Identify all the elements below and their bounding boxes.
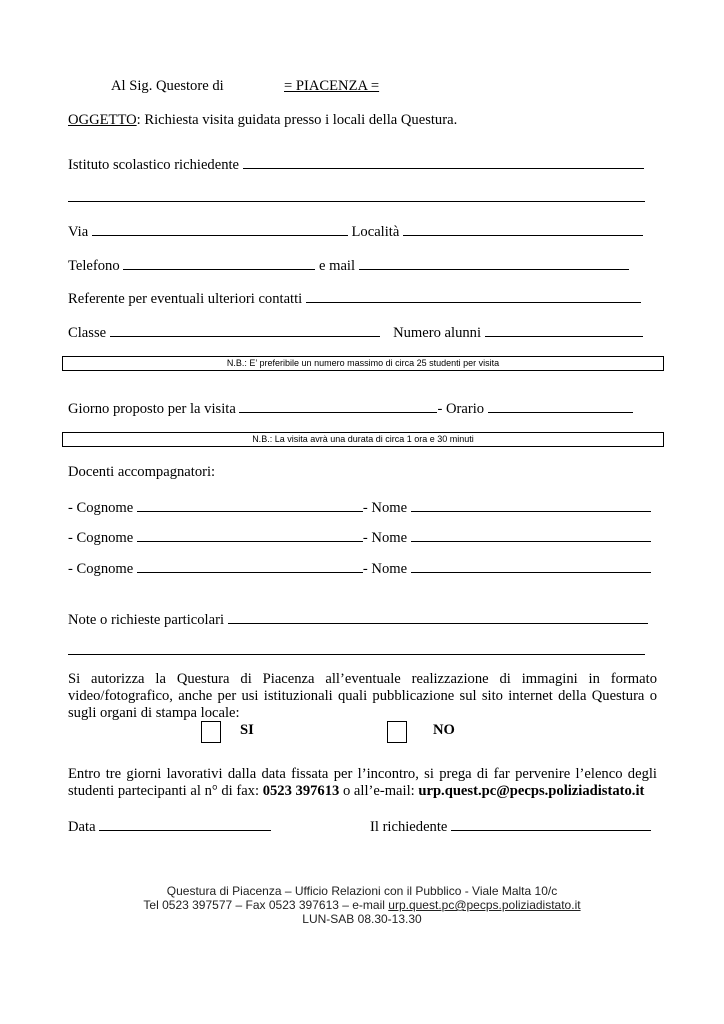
docenti-label: Docenti accompagnatori: (68, 464, 216, 480)
footer-contacts (0, 898, 724, 912)
note-richieste-label: Note o richieste particolari (68, 612, 225, 628)
richiedente-row (370, 817, 651, 836)
richiedente-label: Il richiedente (370, 819, 448, 835)
note-richieste-continuation-row (68, 641, 645, 660)
email-field[interactable] (359, 256, 629, 270)
localita-field[interactable] (403, 222, 643, 236)
authorization-text: Si autorizza la Questura di Piacenza all’eventuale realizzazione di immagini in formato video/fotografico, anche per usi istituzionali quali pubblicazione sul sito internet della Questura o sugli organi di stampa locale: (68, 671, 657, 721)
fax-number: 0523 397613 (262, 783, 340, 799)
date-label: Data (68, 819, 96, 835)
date-field[interactable] (99, 817, 271, 831)
richiedente-signature-field[interactable] (451, 817, 651, 831)
giorno-field[interactable] (239, 399, 437, 413)
instructions-email: urp.quest.pc@pecps.poliziadistato.it (418, 783, 645, 799)
note-richieste-field-2[interactable] (68, 641, 645, 655)
docente-row (68, 559, 651, 578)
nome-label: - Nome (362, 500, 408, 516)
addressee-label: Al Sig. Questore di (111, 78, 224, 94)
subject-text: : Richiesta visita guidata presso i locali della Questura. (136, 112, 458, 128)
classe-label: Classe (68, 325, 107, 341)
giorno-label: Giorno proposto per la visita (68, 401, 236, 417)
istituto-continuation-row (68, 188, 645, 207)
istituto-field[interactable] (243, 155, 644, 169)
referente-row (68, 289, 641, 308)
docente-row (68, 498, 651, 517)
yes-label: SI (240, 722, 254, 738)
instructions-text (68, 766, 657, 800)
note-max-students: N.B.: E’ preferibile un numero massimo di circa 25 studenti per visita (62, 356, 664, 371)
telefono-row (68, 256, 629, 275)
date-row (68, 817, 271, 836)
giorno-row (68, 399, 633, 418)
note-richieste-row (68, 610, 648, 629)
footer-office: Questura di Piacenza – Ufficio Relazioni con il Pubblico - Viale Malta 10/c (166, 884, 558, 898)
istituto-field-2[interactable] (68, 188, 645, 202)
nome-label: - Nome (362, 530, 408, 546)
cognome-label: - Cognome (68, 530, 134, 546)
note-richieste-field[interactable] (228, 610, 648, 624)
no-checkbox[interactable] (387, 721, 407, 743)
via-row (68, 222, 643, 241)
orario-label: - Orario (437, 401, 485, 417)
instructions-text-middle: o all’e-mail: (339, 783, 419, 799)
numero-alunni-label: Numero alunni (393, 325, 482, 341)
nome-field[interactable] (411, 498, 651, 512)
footer-hours: LUN-SAB 08.30-13.30 (302, 912, 422, 926)
nome-field[interactable] (411, 559, 651, 573)
addressee-city: = PIACENZA = (284, 78, 380, 94)
footer-phone-fax: Tel 0523 397577 – Fax 0523 397613 – e-mail (143, 898, 389, 912)
referente-field[interactable] (306, 289, 641, 303)
cognome-field[interactable] (137, 528, 363, 542)
classe-row (68, 323, 643, 342)
cognome-field[interactable] (137, 498, 363, 512)
email-label: e mail (318, 258, 356, 274)
orario-field[interactable] (488, 399, 633, 413)
via-label: Via (68, 224, 89, 240)
localita-label: Località (351, 224, 400, 240)
numero-alunni-field[interactable] (485, 323, 643, 337)
telefono-label: Telefono (68, 258, 120, 274)
istituto-row (68, 155, 644, 174)
instructions-text-before: Entro tre giorni lavorativi dalla data fissata per l’incontro, si prega di far pervenire l’elenco degli studenti partecipanti al n° di fax: (68, 766, 657, 799)
classe-field[interactable] (110, 323, 380, 337)
subject-label: OGGETTO (68, 112, 137, 128)
footer-email-link[interactable]: urp.quest.pc@pecps.poliziadistato.it (388, 898, 581, 912)
via-field[interactable] (92, 222, 348, 236)
nome-label: - Nome (362, 561, 408, 577)
cognome-label: - Cognome (68, 500, 134, 516)
istituto-label: Istituto scolastico richiedente (68, 157, 240, 173)
referente-label: Referente per eventuali ulteriori contatti (68, 291, 303, 307)
docente-row (68, 528, 651, 547)
note-duration: N.B.: La visita avrà una durata di circa 1 ora e 30 minuti (62, 432, 664, 447)
yes-checkbox[interactable] (201, 721, 221, 743)
cognome-label: - Cognome (68, 561, 134, 577)
subject-line (68, 111, 457, 129)
nome-field[interactable] (411, 528, 651, 542)
cognome-field[interactable] (137, 559, 363, 573)
telefono-field[interactable] (123, 256, 315, 270)
no-label: NO (433, 722, 455, 738)
